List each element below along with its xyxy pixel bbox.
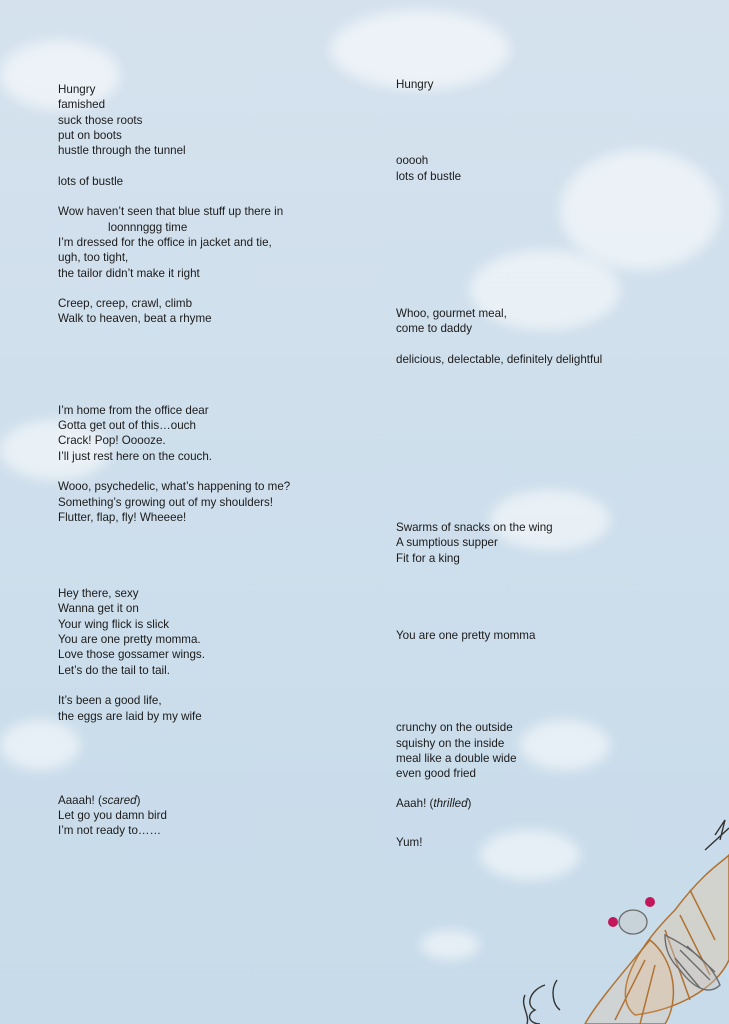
- text-line: ooooh: [396, 154, 429, 168]
- text-line: the eggs are laid by my wife: [58, 709, 202, 723]
- text-line: even good fried: [396, 767, 476, 781]
- text-line: meal like a double wide: [396, 751, 517, 765]
- text-line: Hungry: [58, 83, 96, 96]
- text-line: Hey there, sexy: [58, 587, 139, 601]
- text-line: loonnnggg time: [108, 220, 188, 234]
- text-line: Let go you damn bird: [58, 809, 167, 823]
- text-line: famished: [58, 98, 106, 112]
- text-line: I’m home from the office dear: [58, 403, 209, 417]
- text-line: lots of bustle: [58, 174, 124, 188]
- cloud-10: [420, 930, 480, 960]
- text-line: I’m dressed for the office in jacket and tie,: [58, 235, 272, 249]
- text-line: It’s been a good life,: [58, 694, 162, 708]
- text-line: Let’s do the tail to tail.: [58, 663, 170, 677]
- text-line: Wanna get it on: [58, 602, 139, 616]
- text-line: I’ll just rest here on the couch.: [58, 449, 213, 463]
- text-line: Love those gossamer wings.: [58, 648, 205, 662]
- text-line: Something’s growing out of my shoulders!: [58, 495, 274, 509]
- text-line: Whoo, gourmet meal,: [396, 306, 507, 320]
- text-line: Flutter, flap, fly! Wheeee!: [58, 510, 187, 524]
- text-line: crunchy on the outside: [396, 721, 513, 735]
- text-line: come to daddy: [396, 322, 473, 336]
- text-line: hustle through the tunnel: [58, 144, 186, 158]
- text-line: Swarms of snacks on the wing: [396, 521, 553, 535]
- text-line: Creep, creep, crawl, climb: [58, 297, 193, 311]
- text-line: Wow haven’t seen that blue stuff up there in: [58, 205, 284, 219]
- text-line: Walk to heaven, beat a rhyme: [58, 312, 212, 326]
- text-line: A sumptious supper: [396, 536, 498, 550]
- text-line: Your wing flick is slick: [58, 617, 170, 631]
- text-line: the tailor didn’t make it right: [58, 266, 200, 280]
- text-line: squishy on the inside: [396, 736, 505, 750]
- text-line: Wooo, psychedelic, what’s happening to me?: [58, 480, 291, 494]
- text-line: Gotta get out of this…ouch: [58, 419, 196, 433]
- text-line: Crack! Pop! Ooooze.: [58, 434, 166, 448]
- text-line: Aaah! (thrilled): [396, 797, 472, 811]
- text-line: delicious, delectable, definitely delightful: [396, 352, 603, 366]
- text-line: Yum!: [396, 835, 423, 849]
- text-line: I’m not ready to……: [58, 824, 162, 838]
- text-line: Hungry: [396, 78, 434, 91]
- left-column: [58, 82, 290, 839]
- text-line: lots of bustle: [396, 169, 462, 183]
- moth-illustration: [515, 810, 729, 1024]
- text-line: Aaaah! (scared): [58, 793, 141, 807]
- text-line: Fit for a king: [396, 551, 460, 565]
- text-line: You are one pretty momma.: [58, 633, 201, 647]
- text-line: ugh, too tight,: [58, 251, 129, 265]
- text-line: suck those roots: [58, 113, 143, 127]
- text-line: You are one pretty momma: [396, 628, 536, 642]
- text-line: put on boots: [58, 128, 122, 142]
- right-column: [396, 77, 602, 850]
